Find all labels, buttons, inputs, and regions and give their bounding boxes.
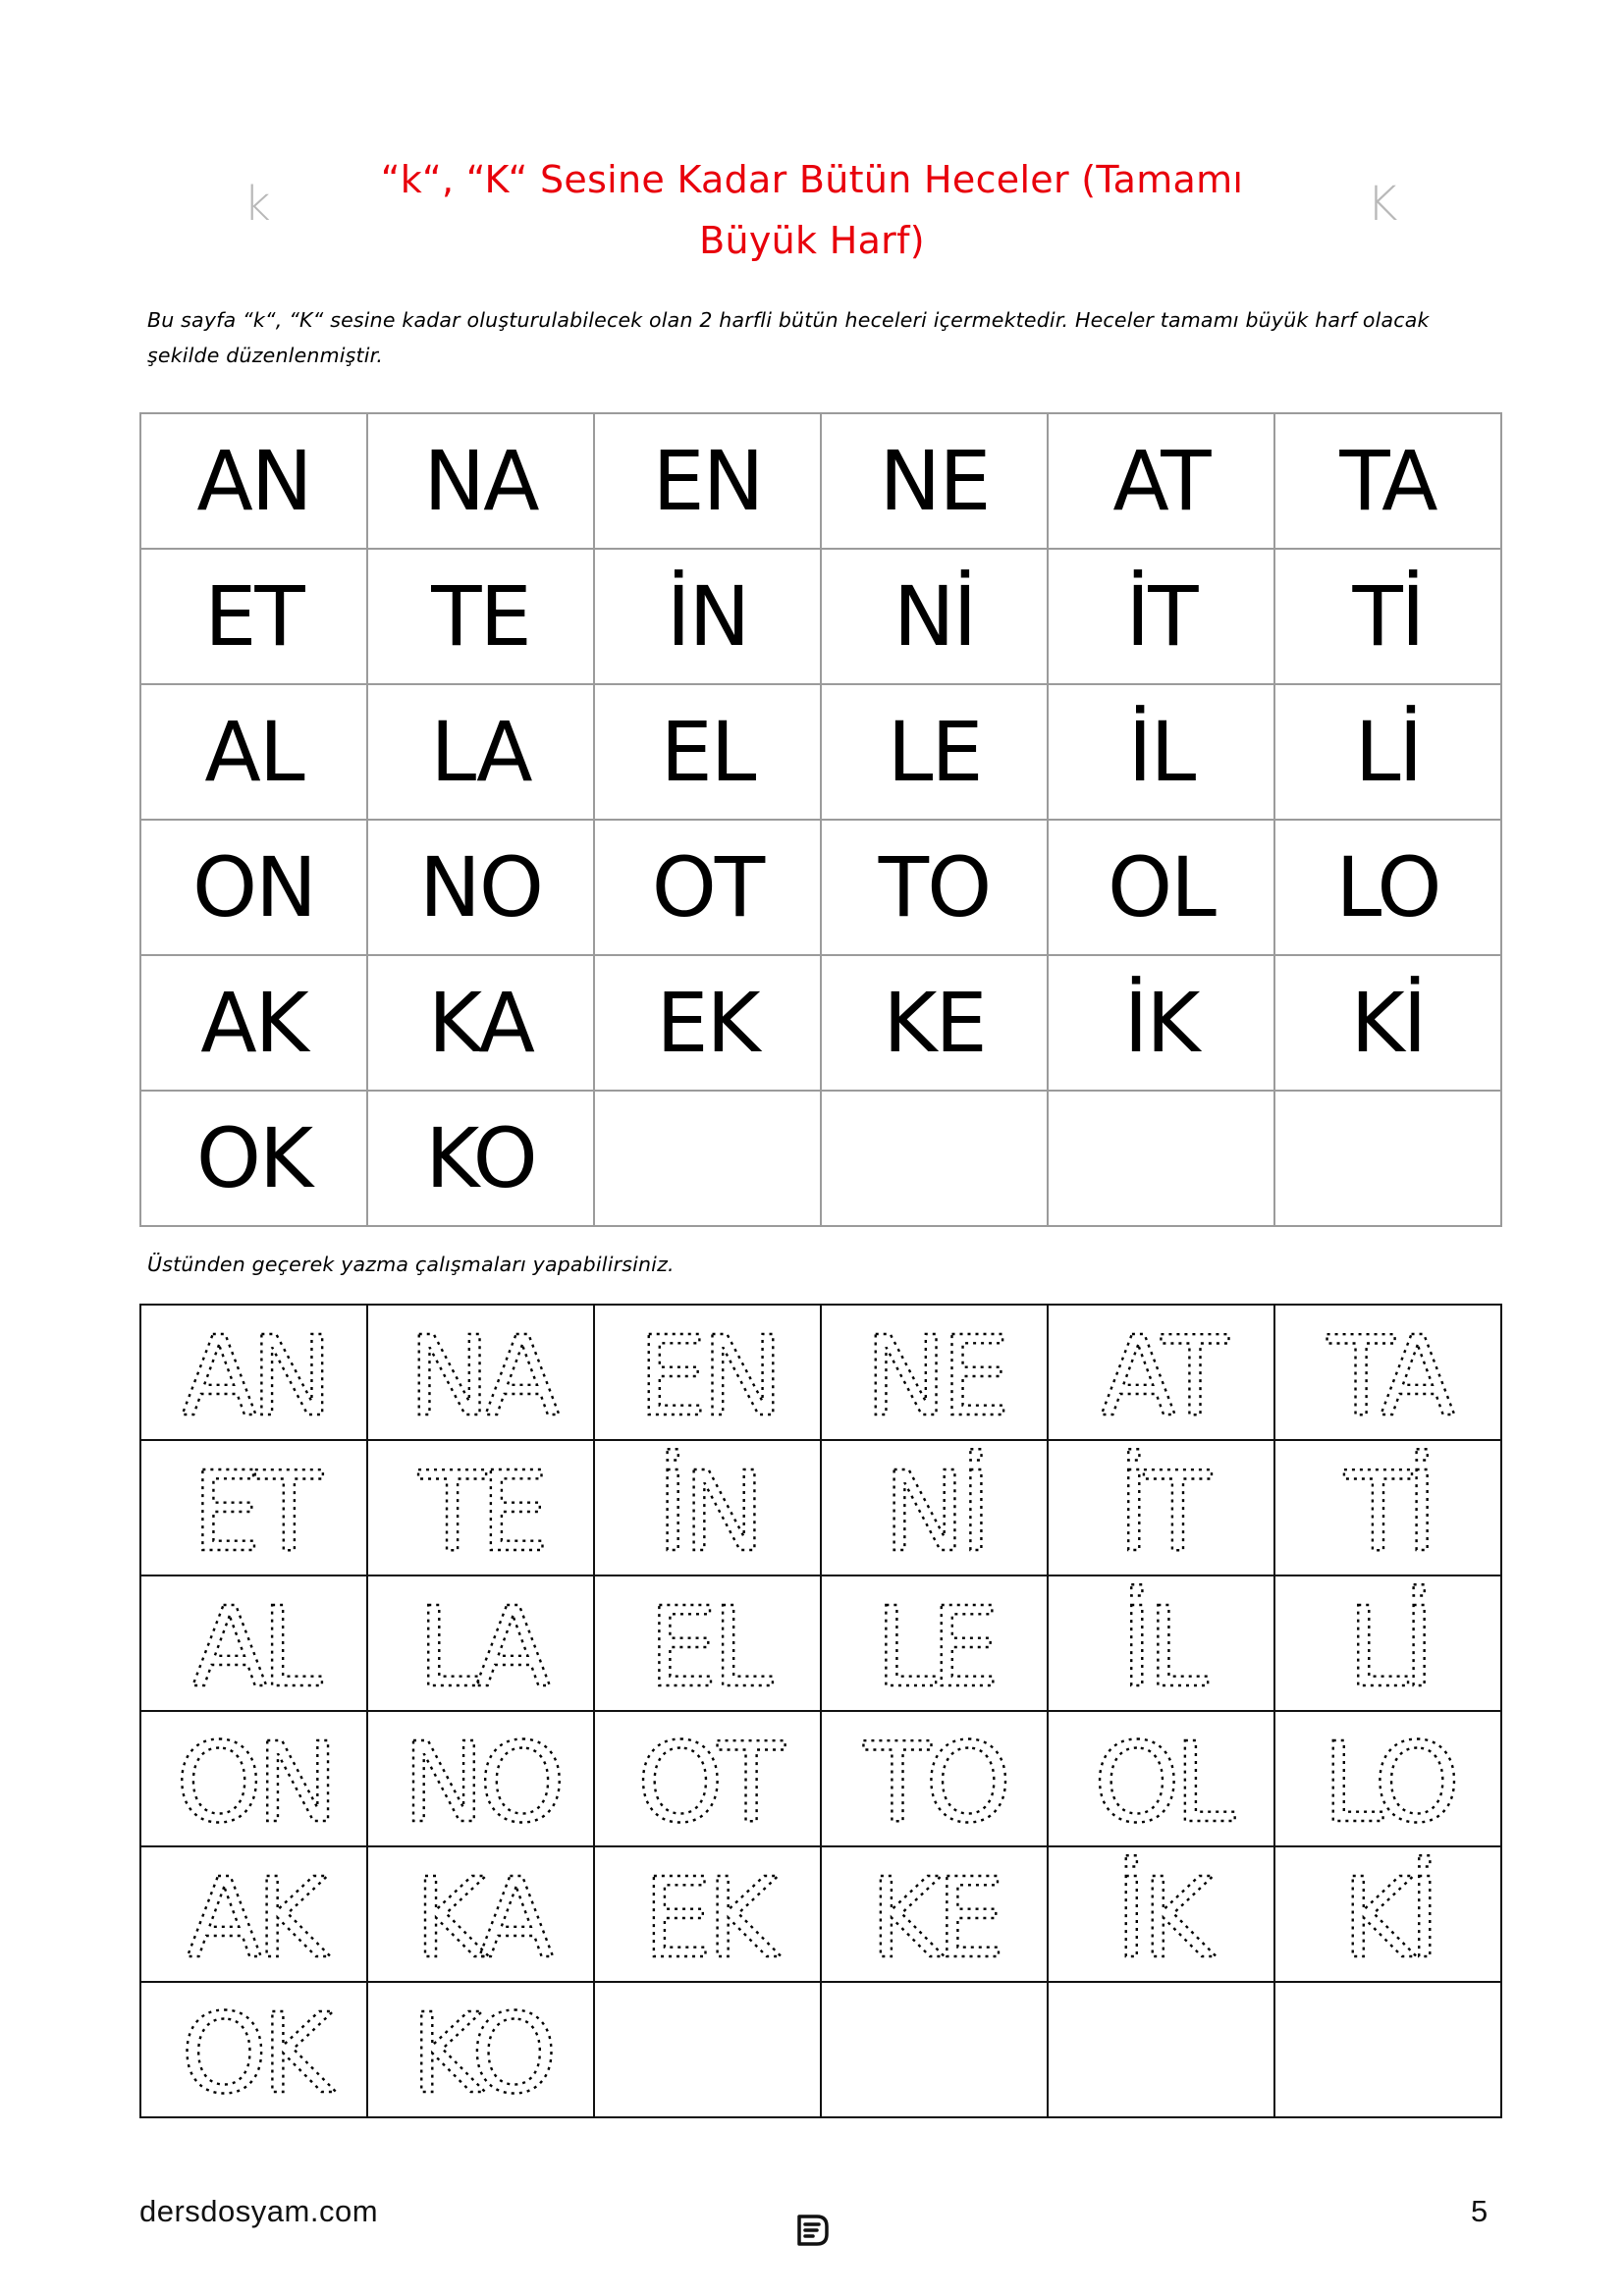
corner-letter-lowercase: k [244,177,271,232]
syllable-row [140,820,1501,955]
tracing-cell [367,1575,594,1711]
tracing-cell [140,1982,367,2117]
tracing-syllable-text: OT [636,1720,779,1847]
tracing-cell [594,1711,821,1846]
dotted-syllable [1280,1308,1496,1441]
syllable-cell: AK [140,955,367,1091]
tracing-syllable-text: AT [1100,1313,1222,1441]
page-title-line-1: “k“, “K“ Sesine Kadar Bütün Heceler (Tamamı [380,158,1244,201]
tracing-cell [1274,1982,1501,2117]
tracing-syllable-text: LA [416,1584,545,1712]
dotted-syllable [146,1579,362,1712]
tracing-row [140,1305,1501,1440]
syllable-cell: OT [594,820,821,955]
corner-letter-uppercase: K [1367,177,1398,232]
dotted-syllable [373,1715,589,1847]
syllable-cell: ET [140,549,367,684]
dotted-syllable [146,1715,362,1847]
syllable-cell: NO [367,820,594,955]
dotted-syllable [146,1444,362,1576]
tracing-syllable-text: EK [642,1855,773,1983]
tracing-cell [1274,1711,1501,1846]
dotted-syllable [1054,1850,1270,1983]
tracing-syllable-text: TO [863,1720,1005,1847]
dotted-syllable [373,1850,589,1983]
syllable-cell: ON [140,820,367,955]
syllable-cell: TE [367,549,594,684]
tracing-syllable-text: KE [869,1855,1000,1983]
syllable-cell: İT [1048,549,1274,684]
tracing-syllable-text: Tİ [1343,1449,1433,1576]
tracing-syllable-text: NA [407,1313,554,1441]
tracing-syllable-text: Kİ [1341,1855,1435,1983]
tracing-syllable-text: TA [1326,1313,1449,1441]
syllable-row [140,684,1501,820]
tracing-cell [821,1575,1048,1711]
tracing-syllable-text: KA [413,1855,548,1983]
dotted-syllable [600,1715,816,1847]
tracing-syllable-text: ET [190,1449,317,1576]
tracing-syllable-text: Nİ [883,1449,986,1576]
dotted-syllable [827,1850,1043,1983]
tracing-syllable-text: AK [186,1855,322,1983]
tracing-syllable-text: OL [1093,1720,1229,1847]
tracing-cell [1048,1711,1274,1846]
dotted-syllable [1280,1579,1496,1712]
syllable-cell: EN [594,413,821,549]
dotted-syllable [373,1308,589,1441]
tracing-syllable-text: KO [409,1991,552,2118]
tracing-cell [367,1982,594,2117]
tracing-syllable-text: İL [1119,1584,1203,1712]
document-lines-icon [793,2211,833,2254]
tracing-cell [1048,1982,1274,2117]
syllable-cell: AT [1048,413,1274,549]
syllable-cell: OK [140,1091,367,1226]
tracing-syllable-text: LE [874,1584,995,1712]
tracing-cell [821,1711,1048,1846]
syllable-cell: İK [1048,955,1274,1091]
tracing-cell [821,1440,1048,1575]
footer-site-name: dersdosyam.com [139,2194,379,2228]
tracing-cell [140,1711,367,1846]
syllable-cell: AN [140,413,367,549]
tracing-cell [594,1982,821,2117]
syllable-cell: İL [1048,684,1274,820]
syllable-cell: Lİ [1274,684,1501,820]
tracing-cell [1274,1846,1501,1982]
tracing-cell [140,1305,367,1440]
tracing-cell [1274,1305,1501,1440]
tracing-syllable-text: EN [637,1313,778,1441]
dotted-syllable [373,1444,589,1576]
syllable-cell: TA [1274,413,1501,549]
tracing-row [140,1982,1501,2117]
syllable-row [140,1091,1501,1226]
tracing-cell [1048,1846,1274,1982]
tracing-syllable-text: NO [402,1720,560,1847]
dotted-syllable [600,1444,816,1576]
dotted-syllable [373,1579,589,1712]
syllable-cell: LO [1274,820,1501,955]
syllable-cell: TO [821,820,1048,955]
dotted-syllable [1054,1308,1270,1441]
tracing-cell [367,1711,594,1846]
tracing-cell [1048,1305,1274,1440]
tracing-row [140,1711,1501,1846]
tracing-syllable-text: İK [1114,1855,1208,1983]
tracing-syllable-text: AL [190,1584,317,1712]
page-title [324,149,1300,271]
syllable-cell [1048,1091,1274,1226]
dotted-syllable [1054,1579,1270,1712]
tracing-syllable-text: EL [647,1584,768,1712]
syllable-cell: AL [140,684,367,820]
tracing-syllable-text: İT [1116,1449,1206,1576]
tracing-syllable-text: ON [175,1720,333,1847]
syllable-cell: NA [367,413,594,549]
tracing-cell [1048,1440,1274,1575]
syllable-cell [1274,1091,1501,1226]
syllable-cell: Nİ [821,549,1048,684]
tracing-row [140,1575,1501,1711]
page-number: 5 [1471,2194,1489,2228]
tracing-cell [367,1305,594,1440]
dotted-syllable [1054,1444,1270,1576]
dotted-syllable [146,1986,362,2118]
syllable-cell: KE [821,955,1048,1091]
tracing-cell [1048,1575,1274,1711]
dotted-syllable [827,1579,1043,1712]
tracing-cell [140,1846,367,1982]
trace-instruction: Üstünden geçerek yazma çalışmaları yapabilirsiniz. [147,1253,675,1276]
syllable-cell: EK [594,955,821,1091]
tracing-row [140,1440,1501,1575]
dotted-syllable [600,1850,816,1983]
dotted-syllable [146,1850,362,1983]
syllable-cell: LA [367,684,594,820]
tracing-cell [594,1440,821,1575]
tracing-cell [367,1440,594,1575]
dotted-syllable [600,1579,816,1712]
syllable-cell: Kİ [1274,955,1501,1091]
tracing-syllable-text: Lİ [1346,1584,1430,1712]
dotted-syllable [146,1308,362,1441]
tracing-cell [1274,1575,1501,1711]
tracing-cell [140,1575,367,1711]
tracing-cell [821,1982,1048,2117]
tracing-syllable-text: İN [656,1449,759,1576]
dotted-syllable [600,1308,816,1441]
syllable-cell: KA [367,955,594,1091]
syllable-cell [821,1091,1048,1226]
syllable-row [140,549,1501,684]
tracing-row [140,1846,1501,1982]
tracing-cell [821,1305,1048,1440]
tracing-cell [594,1846,821,1982]
dotted-syllable [1280,1850,1496,1983]
syllable-cell [594,1091,821,1226]
intro-text: Bu sayfa “k“, “K“ sesine kadar oluşturulabilecek olan 2 harfli bütün heceleri içermektedir. Heceler tamamı büyük harf olacak şekilde düzenlenmiştir. [147,308,1430,367]
syllable-row [140,413,1501,549]
tracing-syllable-text: OK [180,1991,328,2118]
tracing-cell [594,1575,821,1711]
dotted-syllable [827,1715,1043,1847]
tracing-syllable-text: TE [417,1449,544,1576]
dotted-syllable [1280,1444,1496,1576]
tracing-syllable-text: LO [1322,1720,1454,1847]
syllable-cell: Tİ [1274,549,1501,684]
tracing-cell [594,1305,821,1440]
syllable-grid [139,412,1502,1227]
dotted-syllable [1054,1715,1270,1847]
dotted-syllable [827,1444,1043,1576]
tracing-cell [1274,1440,1501,1575]
syllable-cell: EL [594,684,821,820]
tracing-grid [139,1304,1502,2118]
tracing-cell [821,1846,1048,1982]
syllable-cell: NE [821,413,1048,549]
syllable-cell: İN [594,549,821,684]
dotted-syllable [827,1308,1043,1441]
dotted-syllable [373,1986,589,2118]
syllable-row [140,955,1501,1091]
page-title-line-2: Büyük Harf) [699,219,925,262]
syllable-cell: LE [821,684,1048,820]
tracing-cell [140,1440,367,1575]
syllable-cell: OL [1048,820,1274,955]
tracing-syllable-text: NE [864,1313,1004,1441]
tracing-cell [367,1846,594,1982]
syllable-cell: KO [367,1091,594,1226]
tracing-syllable-text: AN [181,1313,327,1441]
dotted-syllable [1280,1715,1496,1847]
